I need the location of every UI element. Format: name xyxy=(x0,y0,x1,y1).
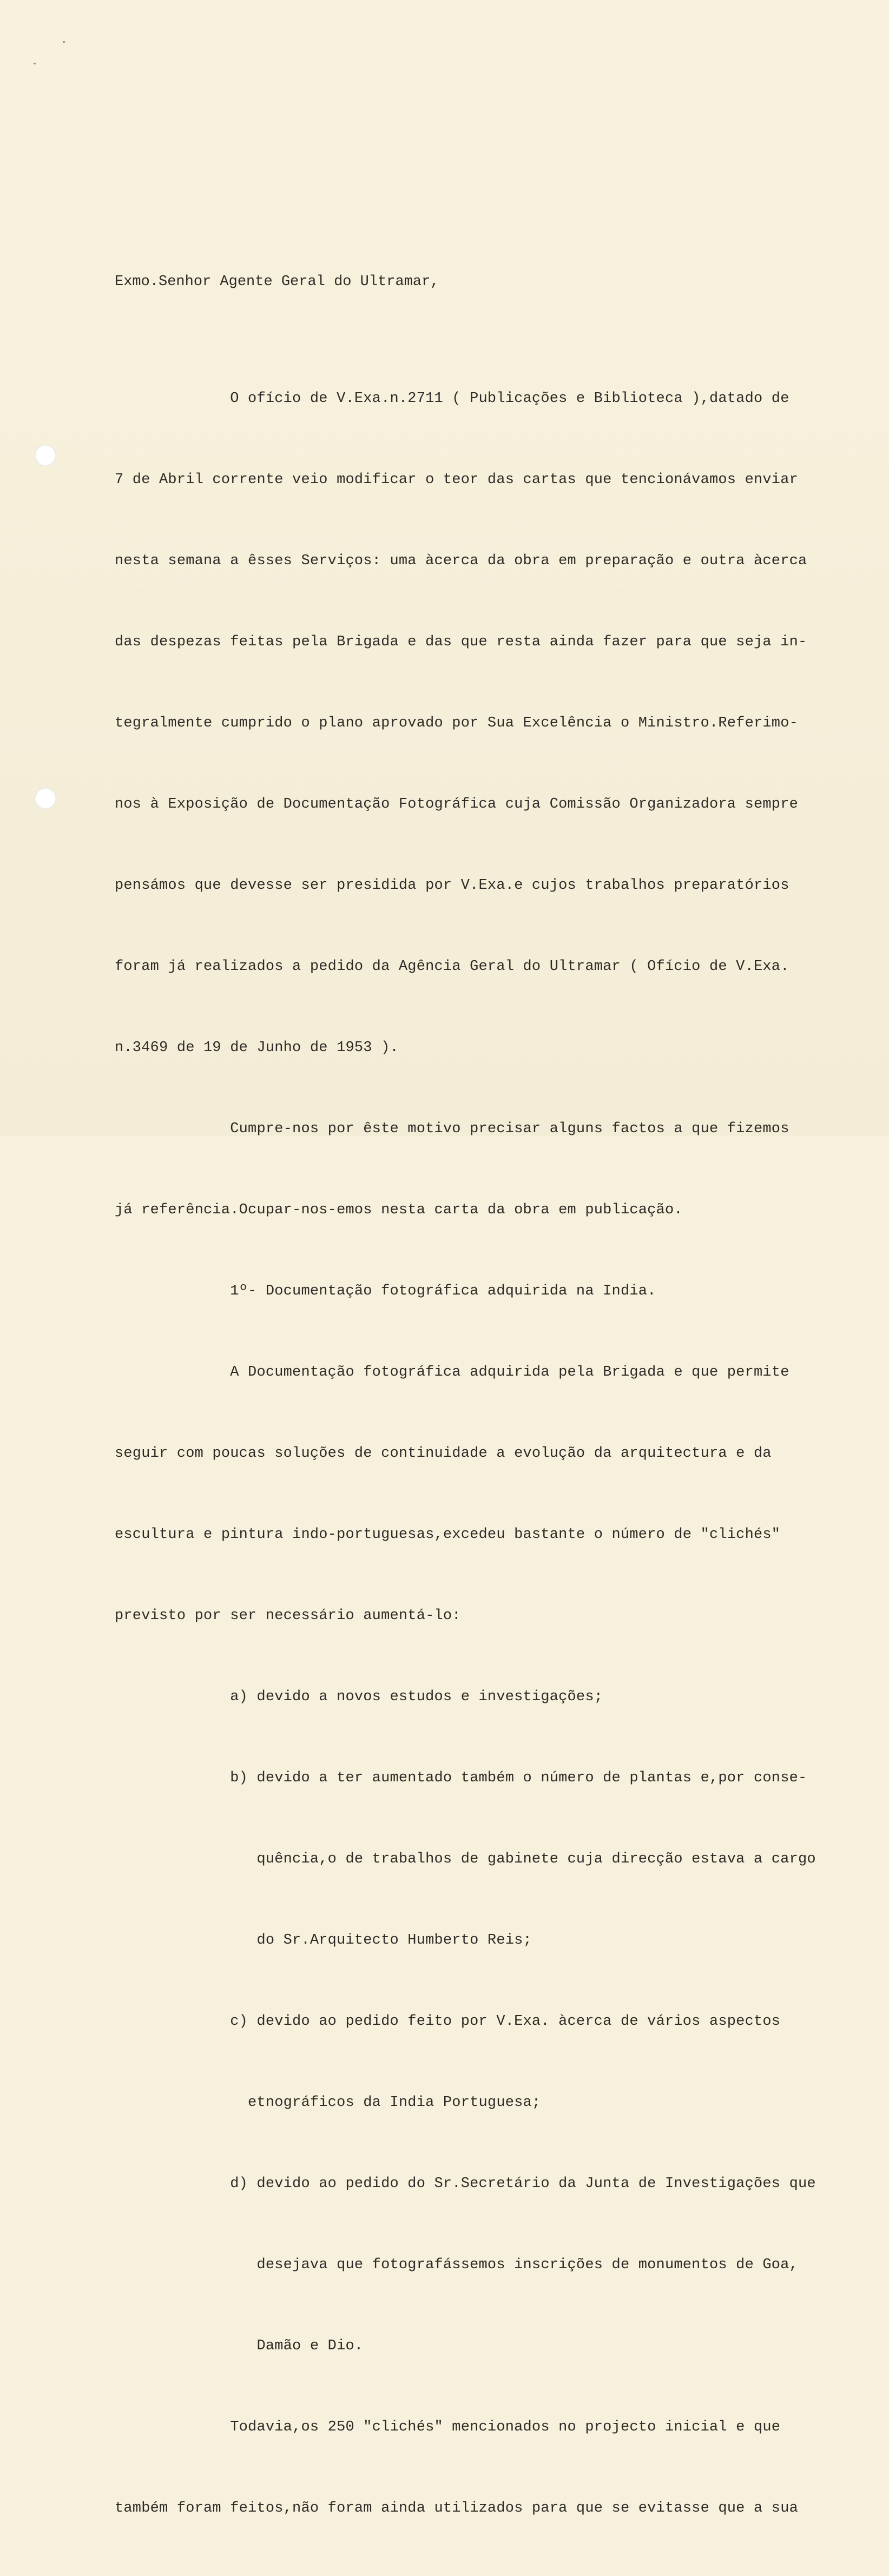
body-line: n.3469 de 19 de Junho de 1953 ). xyxy=(115,1040,399,1056)
body-line: previsto por ser necessário aumentá-lo: xyxy=(115,1608,461,1624)
body-line: pensámos que devesse ser presidida por V.Exa.e cujos trabalhos preparatórios xyxy=(115,877,789,894)
list-item-a: a) devido a novos estudos e investigações; xyxy=(115,1689,603,1705)
salutation: Exmo.Senhor Agente Geral do Ultramar, xyxy=(115,274,439,290)
list-item-b-cont: quência,o de trabalhos de gabinete cuja direcção estava a cargo xyxy=(115,1851,816,1867)
letter-body xyxy=(115,331,829,2576)
body-line: tegralmente cumprido o plano aprovado por Sua Excelência o Ministro.Referimo- xyxy=(115,715,799,731)
body-line: nesta semana a êsses Serviços: uma àcerca da obra em preparação e outra àcerca xyxy=(115,553,807,569)
list-item-b-cont: do Sr.Arquitecto Humberto Reis; xyxy=(115,1932,532,1948)
paper-speck xyxy=(34,63,36,64)
section-heading: 1º- Documentação fotográfica adquirida na India. xyxy=(115,1283,656,1299)
punch-hole-bottom xyxy=(35,788,56,809)
list-item-c-cont: etnográficos da India Portuguesa; xyxy=(115,2095,541,2111)
list-item-d-cont: desejava que fotografássemos inscrições de monumentos de Goa, xyxy=(115,2257,799,2273)
body-line: O ofício de V.Exa.n.2711 ( Publicações e Biblioteca ),datado de xyxy=(115,391,789,407)
body-line: Cumpre-nos por êste motivo precisar alguns factos a que fizemos xyxy=(115,1121,789,1137)
body-line: também foram feitos,não foram ainda utilizados para que se evitasse que a sua xyxy=(115,2500,799,2516)
body-line: nos à Exposição de Documentação Fotográfica cuja Comissão Organizadora sempre xyxy=(115,796,799,813)
body-line: das despezas feitas pela Brigada e das que resta ainda fazer para que seja in- xyxy=(115,634,807,650)
body-line: 7 de Abril corrente veio modificar o teor das cartas que tencionávamos enviar xyxy=(115,472,799,488)
paper-speck xyxy=(63,41,65,43)
list-item-d: d) devido ao pedido do Sr.Secretário da Junta de Investigações que xyxy=(115,2176,816,2192)
body-line: Todavia,os 250 "clichés" mencionados no projecto inicial e que xyxy=(115,2419,781,2435)
punch-hole-top xyxy=(35,445,56,466)
list-item-c: c) devido ao pedido feito por V.Exa. àcerca de vários aspectos xyxy=(115,2013,781,2030)
body-line: já referência.Ocupar-nos-emos nesta carta da obra em publicação. xyxy=(115,1202,683,1218)
list-item-d-cont: Damão e Dio. xyxy=(115,2338,364,2354)
list-item-b: b) devido a ter aumentado também o número de plantas e,por conse- xyxy=(115,1770,807,1786)
body-line: foram já realizados a pedido da Agência Geral do Ultramar ( Ofício de V.Exa. xyxy=(115,959,789,975)
body-line: escultura e pintura indo-portuguesas,excedeu bastante o número de "clichés" xyxy=(115,1527,781,1543)
body-line: seguir com poucas soluções de continuidade a evolução da arquitectura e da xyxy=(115,1445,772,1462)
body-line: A Documentação fotográfica adquirida pela Brigada e que permite xyxy=(115,1364,789,1381)
